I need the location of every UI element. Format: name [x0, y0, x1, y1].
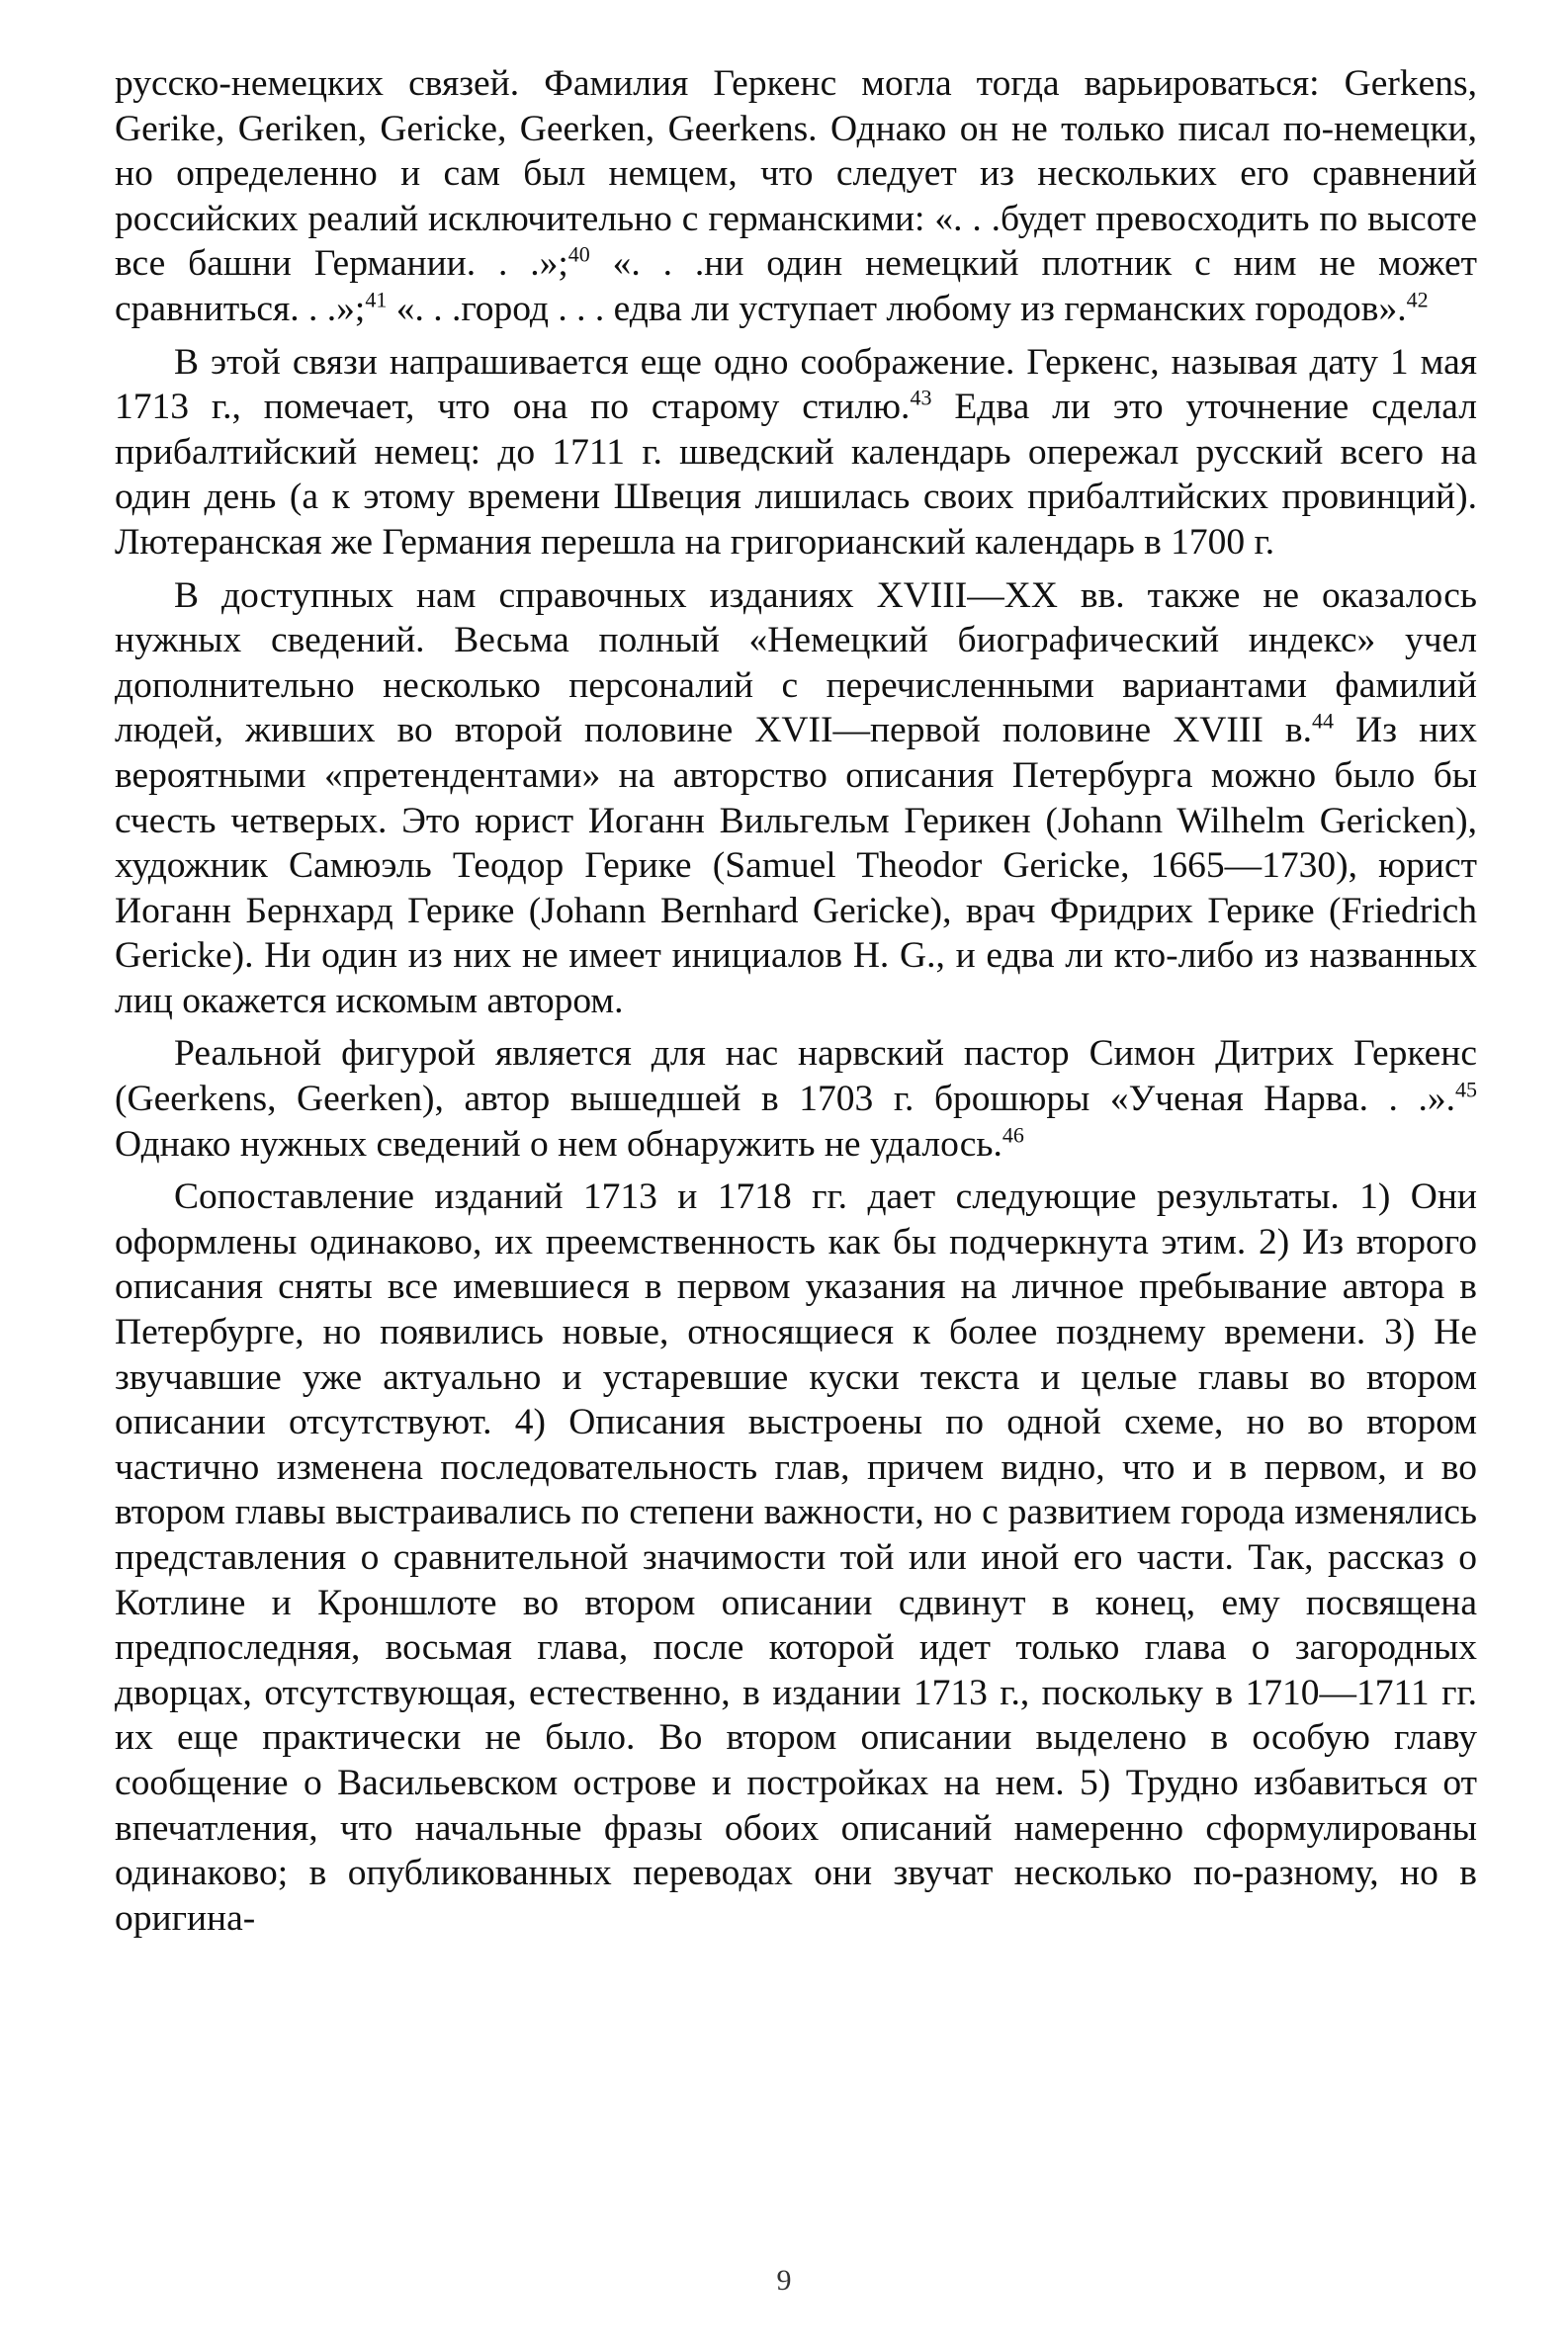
page-number: 9: [776, 2264, 792, 2297]
text-run: «. . .город . . . едва ли уступает любому из германских городов».: [387, 288, 1407, 329]
text-run: Едва ли это уточнение сделал прибалтийский немец: до 1711 г. шведский календарь опережал русский всего на один день (а к этому времени Швеция лишилась своих прибалтийских провинций). Лютеранская же Германия перешла на григорианский календарь в 1700 г.: [115, 387, 1477, 563]
text-run: В доступных нам справочных изданиях XVIII—XX вв. также не оказалось нужных сведений. Весьма полный «Немецкий биографический индекс» учел дополнительно несколько персоналий с перечисленными вариантами фамилий людей, живших во второй половине XVII—первой половине XVIII в.: [115, 574, 1477, 751]
footnote-ref: 46: [1002, 1122, 1024, 1148]
text-run: Сопоставление изданий 1713 и 1718 гг. дает следующие результаты. 1) Они оформлены одинаково, их преемственность как бы подчеркнута этим. 2) Из второго описания сняты все имевшиеся в первом указания на личное пребывание автора в Петербурге, но появились новые, относящиеся к более позднему времени. 3) Не звучавшие уже актуально и устаревшие куски текста и целые главы во втором описании отсутствуют. 4) Описания выстроены по одной схеме, но во втором частично изменена последовательность глав, причем видно, что и в первом, и во втором главы выстраивались по степени важности, но с развитием города изменялись представления о сравнительной значимости той или иной его части. Так, рассказ о Котлине и Кроншлоте во втором описании сдвинут в конец, ему посвящена предпоследняя, восьмая глава, после которой идет только глава о загородных дворцах, отсутствующая, естественно, в издании 1713 г., поскольку в 1710—1711 гг. их еще практически не было. Во втором описании выделено в особую главу сообщение о Васильевском острове и постройках на нем. 5) Трудно избавиться от впечатления, что начальные фразы обоих описаний намеренно сформулированы одинаково; в опубликованных переводах они звучат несколько по-разному, но в оригина-: [115, 1176, 1477, 1939]
text-run: В этой связи напрашивается еще одно соображение. Геркенс, называя дату 1 мая 1713 г., помечает, что она по старому стилю.: [115, 341, 1477, 428]
footnote-ref: 44: [1312, 708, 1335, 734]
paragraph-5: [115, 1174, 1477, 1941]
text-run: «. . .ни один немецкий плотник с ним не может сравниться. . .»;: [115, 243, 1477, 329]
footnote-ref: 42: [1406, 287, 1429, 312]
footnote-ref: 45: [1455, 1077, 1477, 1102]
text-run: русско-немецких связей. Фамилия Геркенс могла тогда варьироваться: Gerkens, Gerike, Geriken, Gericke, Geerken, Geerkens. Однако он не только писал по-немецки, но определенно и сам был немцем, что следует из нескольких его сравнений российских реалий исключительно с германскими: «. . .будет превосходить по высоте все башни Германии. . .»;: [115, 63, 1477, 285]
page-body: [115, 61, 1477, 1949]
paragraph-3: [115, 573, 1477, 1024]
footnote-ref: 41: [365, 287, 388, 312]
text-run: Из них вероятными «претендентами» на авторство описания Петербурга можно было бы счесть четверых. Это юрист Иоганн Вильгельм Герикен (Johann Wilhelm Gericken), художник Самюэль Теодор Герике (Samuel Theodor Gericke, 1665—1730), юрист Иоганн Бернхард Герике (Johann Bernhard Gericke), врач Фридрих Герике (Friedrich Gericke). Ни один из них не имеет инициалов Н. G., и едва ли кто-либо из названных лиц окажется искомым автором.: [115, 710, 1478, 1021]
paragraph-4: [115, 1031, 1477, 1167]
footnote-ref: 43: [910, 385, 932, 410]
paragraph-2: [115, 340, 1477, 565]
footnote-ref: 40: [567, 241, 590, 267]
text-run: Реальной фигурой является для нас нарвский пастор Симон Дитрих Геркенс (Geerkens, Geerken), автор вышедшей в 1703 г. брошюры «Ученая Нарва. . .».: [115, 1033, 1477, 1120]
paragraph-1: [115, 61, 1477, 332]
text-run: Однако нужных сведений о нем обнаружить не удалось.: [115, 1123, 1002, 1165]
